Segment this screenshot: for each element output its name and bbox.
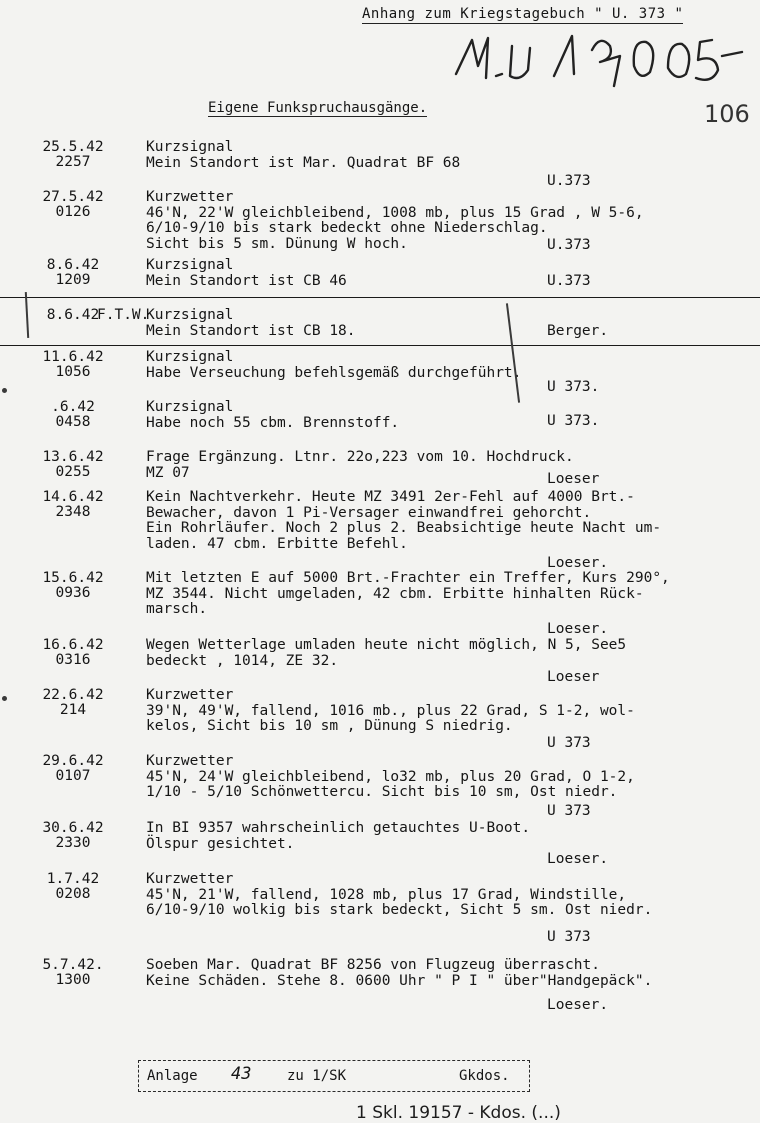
- entry-date: 15.6.42: [42, 570, 104, 586]
- entry-text: [146, 400, 746, 431]
- entry-time: 1209: [55, 272, 91, 288]
- entry-time: 2257: [55, 154, 91, 170]
- entry-date: 22.6.42: [42, 687, 104, 703]
- handwritten-reference: [450, 26, 750, 96]
- entry-date: 27.5.42: [42, 189, 104, 205]
- entry-line: Habe noch 55 cbm. Brennstoff.: [146, 414, 400, 431]
- entry-text: [146, 821, 746, 852]
- entry-line: Mein Standort ist Mar. Quadrat BF 68: [146, 154, 461, 171]
- entry-text: [146, 308, 746, 339]
- entry-line: 46'N, 22'W gleichbleibend, 1008 mb, plus 15 Grad , W 5-6,: [146, 204, 644, 221]
- entry-signature: Loeser: [547, 669, 600, 685]
- entry-line: Kurzsignal: [146, 139, 234, 155]
- entry-line: Soeben Mar. Quadrat BF 8256 von Flugzeug überrascht.: [146, 957, 600, 973]
- page-number: 106: [704, 100, 750, 128]
- entry-line: Wegen Wetterlage umladen heute nicht möglich, N 5, See5: [146, 637, 627, 653]
- entry-signature: Loeser.: [547, 997, 609, 1013]
- margin-mark: [2, 696, 7, 701]
- document-header-title: Anhang zum Kriegstagebuch " U. 373 ": [362, 6, 684, 22]
- entry-signature: Loeser: [547, 471, 600, 487]
- entry-text: [146, 958, 746, 989]
- entry-line: Mit letzten E auf 5000 Brt.-Frachter ein Treffer, Kurs 290°,: [146, 570, 670, 586]
- entry-line: 6/10-9/10 wolkig bis stark bedeckt, Sicht 5 sm. Ost niedr.: [146, 902, 653, 919]
- entry-signature: U.373: [547, 237, 591, 253]
- entry-time: 0936: [55, 585, 91, 601]
- entry-date: 8.6.42: [46, 307, 100, 323]
- entry-line: Keine Schäden. Stehe 8. 0600 Uhr " P I " über"Handgepäck".: [146, 972, 653, 989]
- entry-time: 0107: [55, 768, 91, 784]
- stamp-number: 43: [231, 1064, 252, 1084]
- entry-line: marsch.: [146, 601, 208, 618]
- entry-date: 29.6.42: [42, 753, 104, 769]
- entry-line: 45'N, 24'W gleichbleibend, lo32 mb, plus 20 Grad, O 1-2,: [146, 768, 635, 785]
- entry-date: 11.6.42: [42, 349, 104, 365]
- separator-line: [0, 297, 760, 298]
- entry-time: 0255: [55, 464, 91, 480]
- entry-date: 14.6.42: [42, 489, 104, 505]
- entry-text: [146, 140, 746, 171]
- entry-line: laden. 47 cbm. Erbitte Befehl.: [146, 535, 408, 552]
- entry-line: Habe Verseuchung befehlsgemäß durchgeführt.: [146, 364, 522, 381]
- entry-text: [146, 450, 746, 481]
- entry-time: 1300: [55, 972, 91, 988]
- entry-line: Ölspur gesichtet.: [146, 835, 295, 852]
- entry-line: Kurzsignal: [146, 307, 234, 323]
- entry-date: .6.42: [51, 399, 95, 415]
- entry-time: 0126: [55, 204, 91, 220]
- entry-signature: U.373: [547, 173, 591, 189]
- stamp-mid: zu 1/SK: [287, 1068, 347, 1084]
- entry-signature: U 373.: [547, 379, 600, 395]
- entry-text: [146, 571, 746, 618]
- entry-signature: Loeser.: [547, 621, 609, 637]
- entry-time: 2348: [55, 504, 91, 520]
- stamp-right: Gkdos.: [459, 1068, 510, 1084]
- entry-text: [146, 490, 746, 552]
- entry-text: [146, 258, 746, 289]
- entry-line: Frage Ergänzung. Ltnr. 22o,223 vom 10. Hochdruck.: [146, 449, 574, 465]
- entry-signature: U 373: [547, 929, 591, 945]
- entry-signature: Loeser.: [547, 555, 609, 571]
- entry-date: 25.5.42: [42, 139, 104, 155]
- entry-prefix: F.T.W.: [97, 307, 150, 323]
- entry-signature: U 373.: [547, 413, 600, 429]
- entry-line: MZ 07: [146, 464, 190, 481]
- entry-line: Kurzwetter: [146, 687, 234, 703]
- entry-line: kelos, Sicht bis 10 sm , Dünung S niedrig.: [146, 718, 513, 735]
- entry-line: Mein Standort ist CB 18.: [146, 322, 356, 339]
- entry-signature: U.373: [547, 273, 591, 289]
- entry-line: Bewacher, davon 1 Pi-Versager einwandfrei gehorcht.: [146, 504, 592, 521]
- entry-line: Ein Rohrläufer. Noch 2 plus 2. Beabsichtige heute Nacht um-: [146, 520, 662, 537]
- entry-text: [146, 688, 746, 735]
- entry-time: 0316: [55, 652, 91, 668]
- margin-mark: [2, 388, 7, 393]
- entry-text: [146, 872, 746, 919]
- entry-line: Kurzwetter: [146, 189, 234, 205]
- entry-line: Kurzsignal: [146, 349, 234, 365]
- entry-text: [146, 350, 746, 381]
- stamp-label: Anlage: [147, 1068, 198, 1084]
- entry-line: 1/10 - 5/10 Schönwettercu. Sicht bis 10 sm, Ost niedr.: [146, 784, 618, 801]
- entry-line: Kurzsignal: [146, 257, 234, 273]
- archive-stamp: [138, 1060, 530, 1092]
- entry-line: 45'N, 21'W, fallend, 1028 mb, plus 17 Grad, Windstille,: [146, 886, 627, 903]
- section-title: Eigene Funkspruchausgänge.: [208, 100, 428, 116]
- entry-line: Kurzwetter: [146, 871, 234, 887]
- entry-text: [146, 190, 746, 252]
- entry-line: Kurzsignal: [146, 399, 234, 415]
- entry-time: 214: [59, 702, 87, 718]
- entry-signature: Berger.: [547, 323, 609, 339]
- separator-line: [0, 345, 760, 346]
- entry-date: 5.7.42.: [42, 957, 104, 973]
- entry-date: 13.6.42: [42, 449, 104, 465]
- entry-time: 0458: [55, 414, 91, 430]
- entry-line: 6/10-9/10 bis stark bedeckt ohne Niederschlag.: [146, 220, 548, 237]
- entry-line: Mein Standort ist CB 46: [146, 272, 347, 289]
- entry-date: 16.6.42: [42, 637, 104, 653]
- entry-signature: U 373: [547, 803, 591, 819]
- entry-line: 39'N, 49'W, fallend, 1016 mb., plus 22 Grad, S 1-2, wol-: [146, 702, 635, 719]
- entry-line: bedeckt , 1014, ZE 32.: [146, 652, 339, 669]
- entry-signature: U 373: [547, 735, 591, 751]
- entry-time: 2330: [55, 835, 91, 851]
- entry-line: Kurzwetter: [146, 753, 234, 769]
- entry-line: In BI 9357 wahrscheinlich getauchtes U-Boot.: [146, 820, 531, 836]
- footer-reference: 1 Skl. 19157 - Kdos. (...): [356, 1103, 561, 1123]
- entry-time: 0208: [55, 886, 91, 902]
- entry-line: MZ 3544. Nicht umgeladen, 42 cbm. Erbitte hinhalten Rück-: [146, 585, 644, 602]
- entry-date: 8.6.42: [46, 257, 100, 273]
- entry-line: Kein Nachtverkehr. Heute MZ 3491 2er-Fehl auf 4000 Brt.-: [146, 489, 635, 505]
- entry-text: [146, 754, 746, 801]
- entry-date: 1.7.42: [46, 871, 100, 887]
- entry-date: 30.6.42: [42, 820, 104, 836]
- entry-signature: Loeser.: [547, 851, 609, 867]
- entry-time: 1056: [55, 364, 91, 380]
- entry-text: [146, 638, 746, 669]
- entry-line: Sicht bis 5 sm. Dünung W hoch.: [146, 235, 408, 252]
